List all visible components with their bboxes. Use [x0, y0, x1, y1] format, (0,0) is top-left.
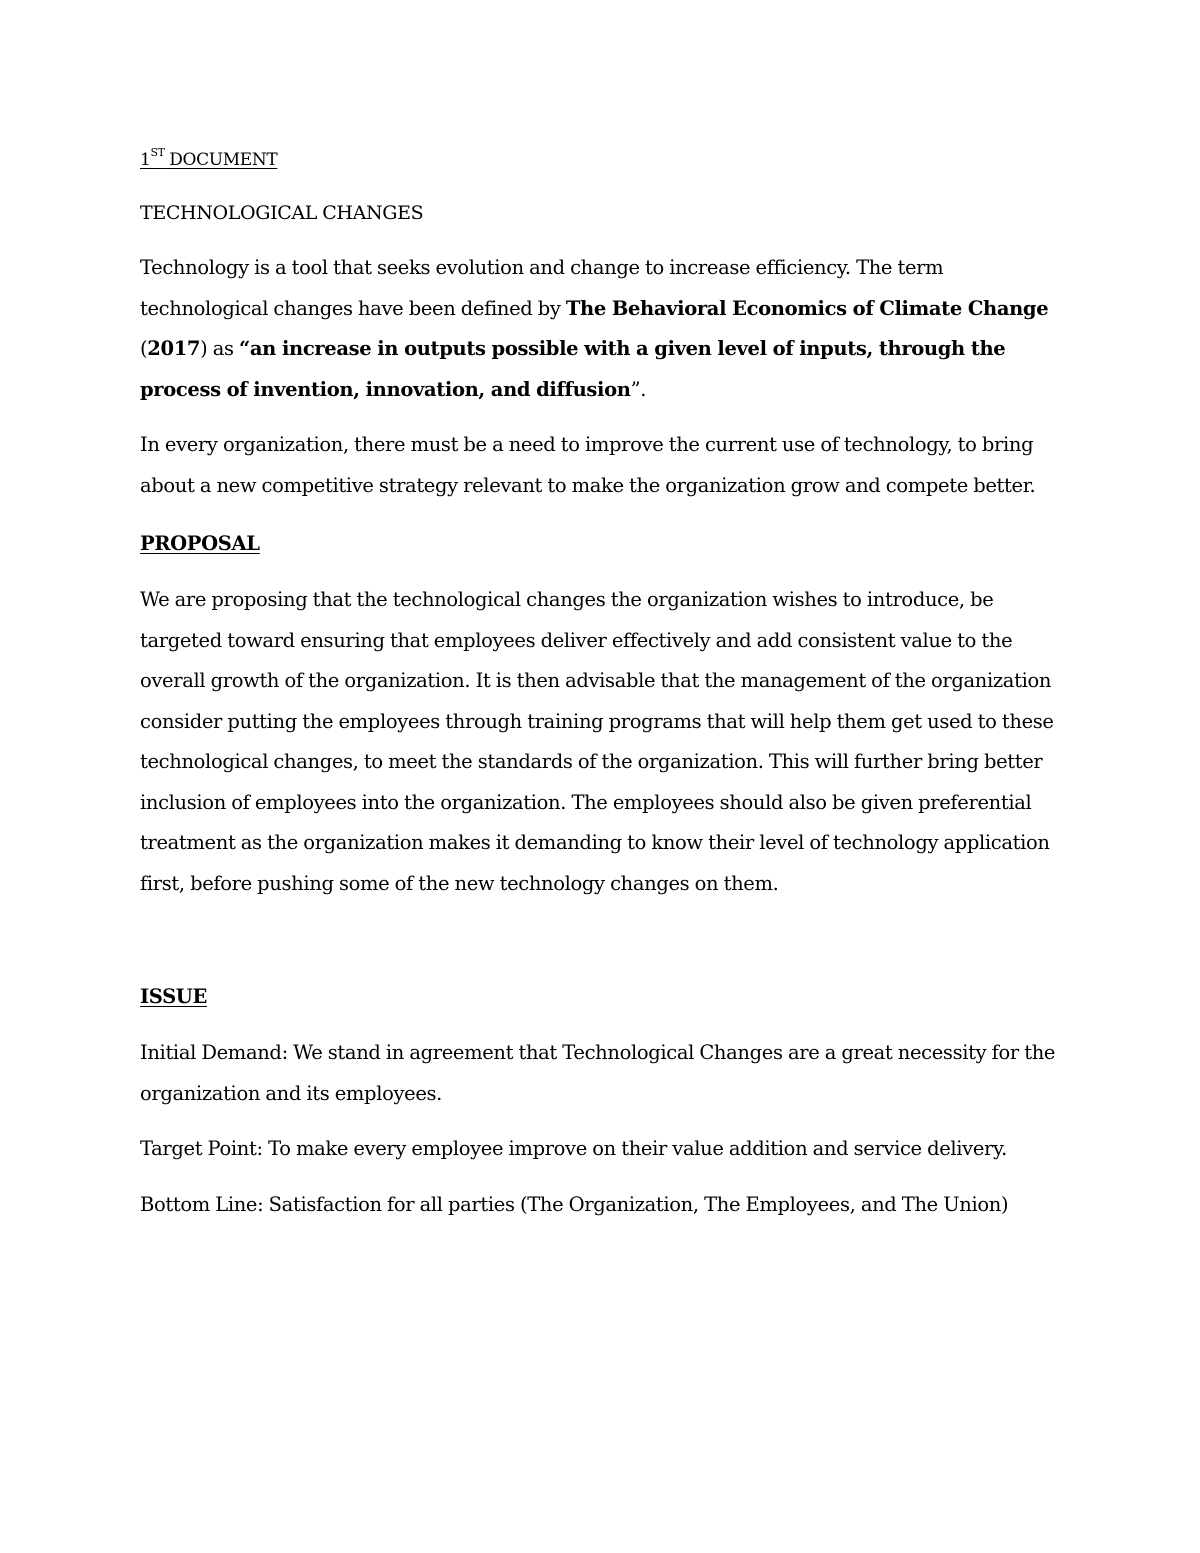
- issue-target-point: Target Point: To make every employee improve on their value addition and service delivery.: [140, 1137, 1007, 1160]
- paragraph-organization-need: In every organization, there must be a need to improve the current use of technology, to bring about a new competitive strategy relevant to make the organization grow and compete better.: [140, 433, 1036, 497]
- definition-source: The Behavioral Economics of Climate Change: [565, 296, 1049, 320]
- definition-text-a: Technology is a tool that seeks evolution and change to increase efficiency. The term technological changes have been defined by: [140, 256, 944, 320]
- definition-text-d: ”.: [630, 377, 647, 401]
- definition-text-b: (: [140, 337, 148, 360]
- title-text: DOCUMENT: [164, 150, 278, 170]
- paragraph-proposal: We are proposing that the technological changes the organization wishes to introduce, be targeted toward ensuring that employees deliver effectively and add consistent value to the overall growth of the organization. It is then advisable that the management of the organization consider putting the employees through training programs that will help them get used to these technological changes, to meet the standards of the organization. This will further bring better inclusion of employees into the organization. The employees should also be given preferential treatment as the organization makes it demanding to know their level of technology application first, before pushing some of the new technology changes on them.: [140, 588, 1054, 895]
- definition-text-c: ) as: [200, 337, 240, 360]
- issue-bottom-line: Bottom Line: Satisfaction for all parties (The Organization, The Employees, and The Union): [140, 1193, 1009, 1216]
- section-heading-issue: ISSUE: [140, 985, 207, 1008]
- document-title: [140, 145, 277, 175]
- paragraph-definition: [140, 248, 1065, 410]
- section-heading-proposal: PROPOSAL: [140, 532, 260, 555]
- definition-quote: “an increase in outputs possible with a given level of inputs, through the process of invention, innovation, and diffusion: [140, 337, 1006, 401]
- definition-year: 2017: [147, 337, 201, 360]
- title-number: 1: [140, 150, 151, 170]
- title-superscript: ST: [150, 146, 165, 159]
- section-heading-technological-changes: TECHNOLOGICAL CHANGES: [140, 202, 424, 224]
- issue-initial-demand: Initial Demand: We stand in agreement that Technological Changes are a great necessity for the organization and its employees.: [140, 1041, 1056, 1105]
